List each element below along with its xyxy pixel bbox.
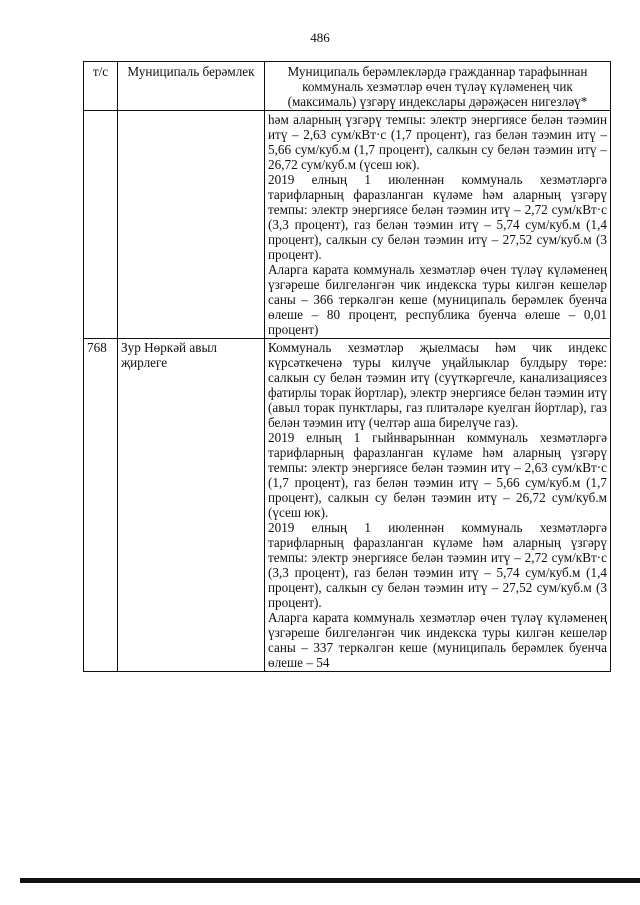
table-row [84, 111, 611, 339]
paragraph: 2019 елның 1 гыйнварыннан коммуналь хезмәтләргә тарифларның фаразланган күләме һәм аларның үзгәрү темпы: электр энергиясе белән тәэмин итү – 2,63 сум/кВт·с (1,7 процент), газ белән тәэмин итү – 5,66 сум/куб.м (1,7 процент), салкын су белән тәэмин итү – 26,72 сум/куб.м (үсеш юк). [268, 430, 607, 520]
paragraph: Коммуналь хезмәтләр җыелмасы һәм чик индекс күрсәткеченә туры килүче уңайлыклар булдыру төре: салкын су белән тәэмин итү (суүткәргечле, канализациясез фатирлы торак йортлар), электр энергиясе белән тәэмин итү (авыл торак пунктлары, газ плитәләре куелган йортлар), газ белән тәэмин итү (челтәр аша бирелүче газ). [268, 340, 607, 430]
header-num: т/с [84, 62, 118, 111]
header-description: Муниципаль берәмлекләрдә гражданнар тарафыннан коммуналь хезмәтләр өчен түләү күләменең чик (максималь) үзгәрү индекслары дәрәҗәсен нигезләү* [265, 62, 611, 111]
table-row [84, 339, 611, 672]
row-description [265, 111, 611, 339]
paragraph: Аларга карата коммуналь хезмәтләр өчен түләү күләменең үзгәреше билгеләнгән чик индекска туры килгән кешеләр саны – 337 теркәлгән кеше (муниципаль берәмлек буенча өлеше – 54 [268, 610, 607, 670]
row-municipality [118, 111, 265, 339]
paragraph: 2019 елның 1 июленнән коммуналь хезмәтләргә тарифларның фаразланган күләме һәм аларның үзгәрү темпы: электр энергиясе белән тәэмин итү – 2,72 сум/кВт·с (3,3 процент), газ белән тәэмин итү – 5,74 сум/куб.м (1,4 процент), салкын су белән тәэмин итү – 27,52 сум/куб.м (3 процент). [268, 520, 607, 610]
header-municipality: Муниципаль берәмлек [118, 62, 265, 111]
row-description [265, 339, 611, 672]
row-num: 768 [84, 339, 118, 672]
paragraph: Аларга карата коммуналь хезмәтләр өчен түләү күләменең үзгәреше билгеләнгән чик индекска туры килгән кешеләр саны – 366 теркәлгән кеше (муниципаль берәмлек буенча өлеше – 80 процент, республика буенча өлеше – 0,01 процент) [268, 262, 607, 337]
row-num [84, 111, 118, 339]
row-municipality: Зур Нөркәй авыл җирлеге [118, 339, 265, 672]
paragraph: һәм аларның үзгәрү темпы: электр энергиясе белән тәэмин итү – 2,63 сум/кВт·с (1,7 процент), газ белән тәэмин итү – 5,66 сум/куб.м (1,7 процент), салкын су белән тәэмин итү – 26,72 сум/куб.м (үсеш юк). [268, 112, 607, 172]
paragraph: 2019 елның 1 июленнән коммуналь хезмәтләргә тарифларның фаразланган күләме һәм аларның үзгәрү темпы: электр энергиясе белән тәэмин итү – 2,72 сум/кВт·с (3,3 процент), газ белән тәэмин итү – 5,74 сум/куб.м (1,4 процент), салкын су белән тәэмин итү – 27,52 сум/куб.м (3 процент). [268, 172, 607, 262]
table-header-row [84, 62, 611, 111]
indices-table [83, 61, 611, 672]
page-number: 486 [310, 30, 330, 45]
scan-edge-bar [20, 878, 640, 883]
